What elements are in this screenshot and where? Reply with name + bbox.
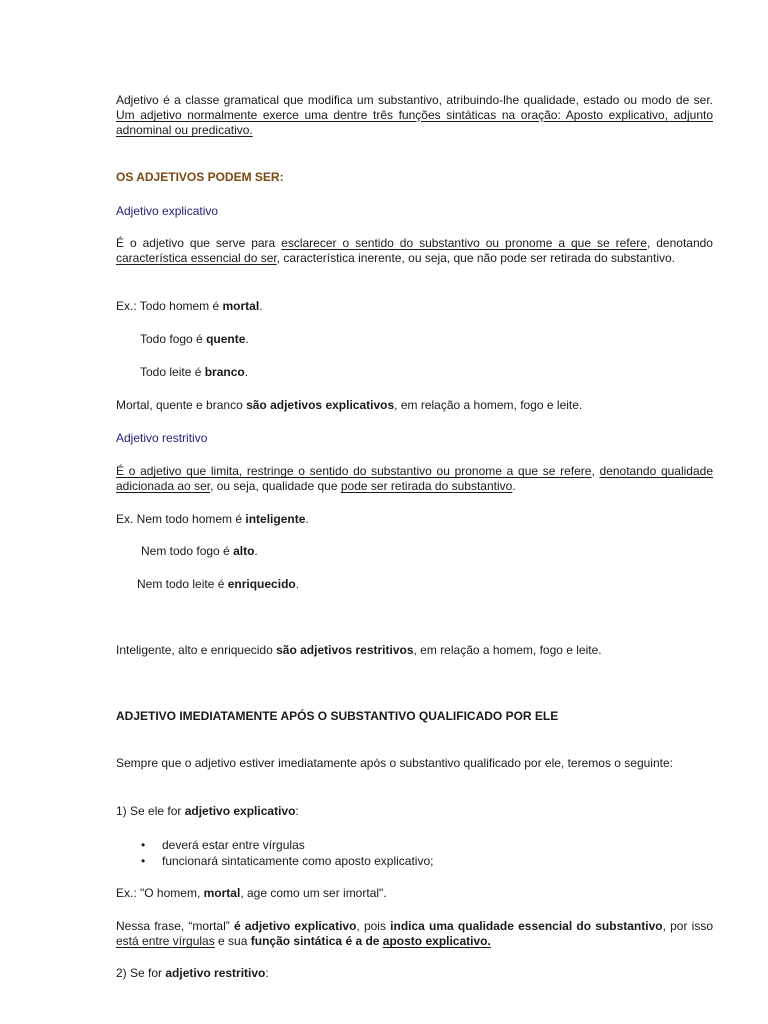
text-segment: : — [265, 966, 269, 980]
section2-intro-paragraph: Sempre que o adjetivo estiver imediatamente após o substantivo qualificado por ele, teremos o seguinte: — [116, 756, 673, 770]
text-segment: , em relação a homem, fogo e leite. — [394, 398, 583, 412]
section2-item-2 — [116, 966, 713, 981]
underlined-text: está entre vírgulas — [116, 934, 215, 948]
bullet-icon: • — [141, 854, 146, 868]
section-heading-adjetivos: OS ADJETIVOS PODEM SER: — [116, 170, 284, 184]
text-segment: Inteligente, alto e enriquecido — [116, 643, 277, 657]
list-item — [116, 837, 713, 853]
bold-text: indica uma qualidade essencial do substantivo — [390, 919, 663, 933]
bold-text: alto — [233, 544, 255, 558]
list-item — [116, 853, 713, 869]
underlined-text: pode ser retirada do substantivo — [340, 479, 513, 493]
text-segment: . — [259, 299, 263, 313]
heading-adjetivo-explicativo: Adjetivo explicativo — [116, 204, 219, 218]
text-segment: . — [254, 544, 258, 558]
text-segment: . — [305, 512, 309, 526]
text-segment: , característica inerente, ou seja, que não pode ser retirada do substantivo. — [276, 251, 675, 265]
text-segment: Todo fogo é — [140, 332, 207, 346]
text-segment: Ex. Nem todo homem é — [116, 512, 246, 526]
text-segment: . — [295, 577, 300, 591]
bold-text: adjetivo explicativo — [184, 804, 296, 818]
text-segment: Nessa frase, “mortal” — [116, 919, 234, 933]
restritivo-example-3 — [137, 577, 734, 592]
section2-example — [116, 886, 713, 901]
underlined-text: É o adjetivo que limita, restringe o sentido do substantivo ou pronome a que se refere — [116, 464, 592, 478]
text-segment: , em relação a homem, fogo e leite. — [413, 643, 602, 657]
section2-item-1 — [116, 804, 713, 819]
underlined-text: denotando qualidade adicionada ao ser — [116, 464, 713, 493]
text-segment: Nem todo fogo é — [141, 544, 234, 558]
intro-text: Adjetivo é a classe gramatical que modifica um substantivo, atribuindo-lhe qualidade, estado ou modo de ser. — [116, 93, 713, 107]
restritivo-example-2 — [141, 544, 738, 559]
bold-text: branco — [204, 365, 245, 379]
bold-underlined-text: aposto explicativo. — [382, 934, 491, 948]
text-segment: Mortal, quente e branco — [116, 398, 247, 412]
text-segment: . — [512, 479, 516, 493]
explicativo-summary — [116, 398, 713, 413]
restritivo-summary — [116, 643, 713, 658]
bold-text: são adjetivos restritivos — [276, 643, 414, 657]
text-segment: e sua — [214, 934, 251, 948]
section2-explanation — [116, 919, 713, 949]
explicativo-definition — [116, 236, 713, 266]
explicativo-example-2 — [140, 332, 737, 347]
bold-text: mortal — [203, 886, 241, 900]
text-segment: Nem todo leite é — [137, 577, 228, 591]
text-segment: É o adjetivo que serve para — [116, 236, 282, 250]
explicativo-example-3 — [140, 365, 737, 380]
text-segment: , age como um ser imortal". — [240, 886, 387, 900]
restritivo-definition — [116, 464, 713, 494]
text-segment: , denotando — [646, 236, 713, 250]
underlined-text: característica essencial do ser — [116, 251, 277, 265]
bold-text: enriquecido — [227, 577, 296, 591]
bold-text: é adjetivo explicativo — [233, 919, 357, 933]
text-segment: 2) Se for — [116, 966, 166, 980]
text-segment: , — [591, 464, 600, 478]
text-segment: , ou seja, qualidade que — [210, 479, 341, 493]
bullet-icon: • — [141, 838, 146, 852]
bold-text: mortal — [222, 299, 260, 313]
text-segment: , pois — [356, 919, 391, 933]
underlined-text: esclarecer o sentido do substantivo ou pronome a que se refere — [281, 236, 647, 250]
list-item-text: funcionará sintaticamente como aposto explicativo; — [162, 854, 434, 868]
text-segment: . — [244, 365, 249, 379]
text-segment: 1) Se ele for — [116, 804, 185, 818]
explicativo-example-1 — [116, 299, 713, 314]
bold-text: função sintática é a de — [250, 934, 383, 948]
bullet-list — [116, 837, 713, 869]
intro-underlined-text: Um adjetivo normalmente exerce uma dentre três funções sintáticas na oração: Aposto explicativo, adjunto adnominal ou predicativo. — [116, 108, 713, 137]
bold-text: quente — [206, 332, 246, 346]
text-segment: Todo leite é — [140, 365, 205, 379]
restritivo-example-1 — [116, 512, 713, 527]
bold-text: são adjetivos explicativos — [246, 398, 395, 412]
heading-adjetivo-restritivo: Adjetivo restritivo — [116, 431, 208, 445]
text-segment: : — [295, 804, 299, 818]
text-segment: . — [245, 332, 249, 346]
list-item-text: deverá estar entre vírgulas — [162, 838, 305, 852]
text-segment: , por isso — [662, 919, 714, 933]
bold-text: inteligente — [245, 512, 306, 526]
section-heading-adjetivo-apos-substantivo: ADJETIVO IMEDIATAMENTE APÓS O SUBSTANTIVO QUALIFICADO POR ELE — [116, 709, 559, 723]
text-segment: Ex.: Todo homem é — [116, 299, 223, 313]
bold-text: adjetivo restritivo — [165, 966, 266, 980]
text-segment: Ex.: "O homem, — [116, 886, 204, 900]
intro-paragraph — [116, 93, 713, 138]
